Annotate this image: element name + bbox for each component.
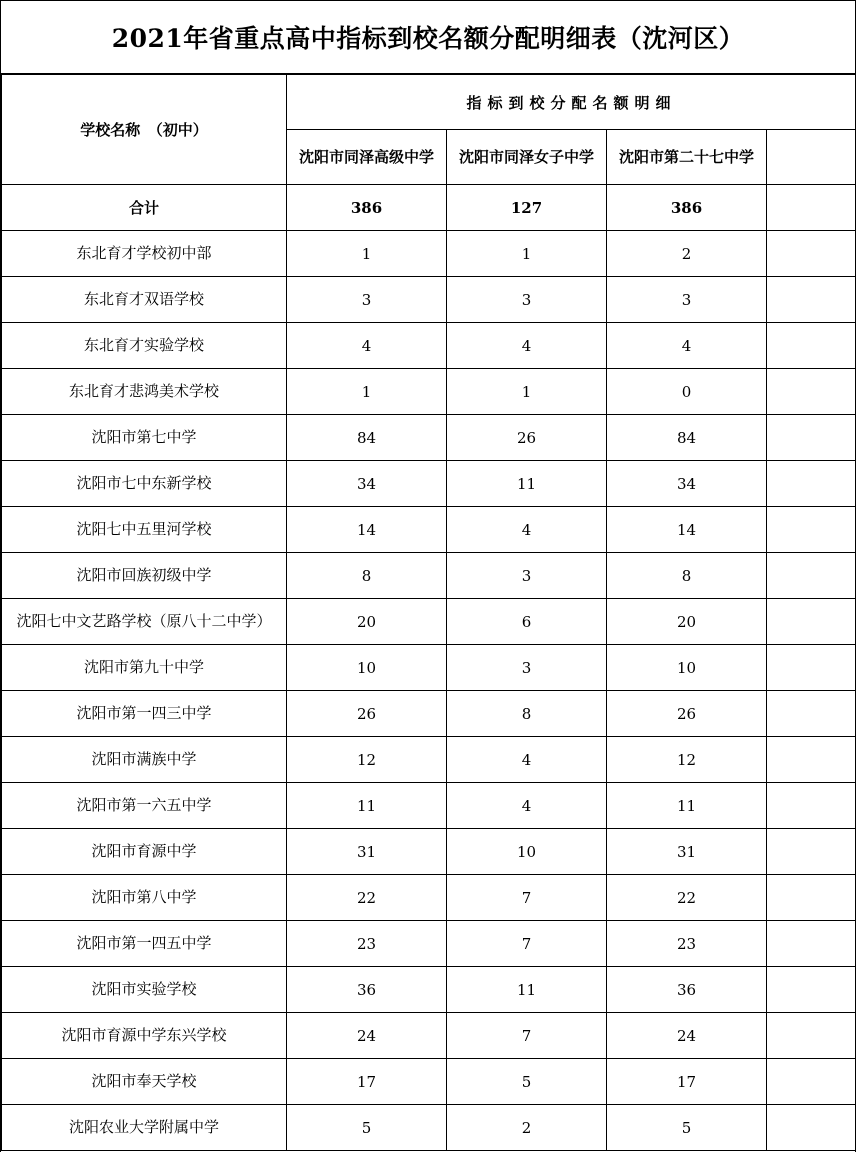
quota-cell: 34: [287, 461, 447, 507]
empty-cell: [767, 415, 856, 461]
quota-cell: 84: [287, 415, 447, 461]
quota-cell: 84: [607, 415, 767, 461]
quota-cell: 2: [447, 1105, 607, 1151]
quota-cell: 36: [607, 967, 767, 1013]
quota-cell: 7: [447, 1013, 607, 1059]
table-row: [2, 921, 856, 967]
quota-cell: 17: [607, 1059, 767, 1105]
school-name-header: 学校名称 （初中）: [2, 75, 287, 185]
school-name-cell: 沈阳市满族中学: [2, 737, 287, 783]
table-row: [2, 1013, 856, 1059]
school-name-cell: 沈阳市第一四三中学: [2, 691, 287, 737]
empty-cell: [767, 553, 856, 599]
quota-cell: 6: [447, 599, 607, 645]
quota-cell: 24: [287, 1013, 447, 1059]
quota-cell: 5: [447, 1059, 607, 1105]
quota-cell: 8: [287, 553, 447, 599]
empty-cell: [767, 369, 856, 415]
table-row: [2, 507, 856, 553]
quota-cell: 31: [607, 829, 767, 875]
empty-cell: [767, 921, 856, 967]
table-row: [2, 783, 856, 829]
quota-cell: 1: [447, 369, 607, 415]
table-row: [2, 829, 856, 875]
school-name-cell: 沈阳市奉天学校: [2, 1059, 287, 1105]
school-name-cell: 沈阳市实验学校: [2, 967, 287, 1013]
quota-cell: 1: [447, 231, 607, 277]
quota-cell: 3: [287, 277, 447, 323]
school-name-cell: 东北育才双语学校: [2, 277, 287, 323]
school-name-cell: 沈阳市第九十中学: [2, 645, 287, 691]
quota-cell: 11: [287, 783, 447, 829]
quota-cell: 3: [607, 277, 767, 323]
school-name-cell: 沈阳七中文艺路学校（原八十二中学）: [2, 599, 287, 645]
school-name-cell: 沈阳市第一四五中学: [2, 921, 287, 967]
quota-cell: 3: [447, 553, 607, 599]
quota-cell: 23: [287, 921, 447, 967]
column-header-no27: 沈阳市第二十七中学: [607, 130, 767, 185]
allocation-table: [1, 74, 856, 1151]
table-row: [2, 1059, 856, 1105]
quota-cell: 4: [447, 323, 607, 369]
quota-cell: 36: [287, 967, 447, 1013]
quota-cell: 31: [287, 829, 447, 875]
quota-cell: 4: [607, 323, 767, 369]
table-row: [2, 737, 856, 783]
empty-cell: [767, 783, 856, 829]
total-value: 386: [287, 185, 447, 231]
quota-cell: 5: [607, 1105, 767, 1151]
column-header-tongze-senior: 沈阳市同泽高级中学: [287, 130, 447, 185]
empty-cell: [767, 461, 856, 507]
table-row: [2, 1105, 856, 1151]
total-value: 386: [607, 185, 767, 231]
empty-cell: [767, 323, 856, 369]
total-label: 合计: [2, 185, 287, 231]
empty-cell: [767, 1059, 856, 1105]
quota-cell: 3: [447, 277, 607, 323]
empty-cell: [767, 829, 856, 875]
total-value: 127: [447, 185, 607, 231]
school-name-cell: 沈阳市第七中学: [2, 415, 287, 461]
table-row: [2, 967, 856, 1013]
quota-cell: 8: [607, 553, 767, 599]
quota-cell: 3: [447, 645, 607, 691]
quota-cell: 20: [287, 599, 447, 645]
empty-cell: [767, 277, 856, 323]
quota-cell: 11: [607, 783, 767, 829]
school-name-cell: 沈阳市第一六五中学: [2, 783, 287, 829]
column-header-empty: [767, 130, 856, 185]
quota-cell: 4: [447, 737, 607, 783]
quota-cell: 12: [287, 737, 447, 783]
total-row: [2, 185, 856, 231]
empty-cell: [767, 737, 856, 783]
empty-cell: [767, 507, 856, 553]
school-name-cell: 沈阳市七中东新学校: [2, 461, 287, 507]
quota-cell: 34: [607, 461, 767, 507]
allocation-group-header: 指标到校分配名额明细: [287, 75, 856, 130]
quota-cell: 0: [607, 369, 767, 415]
empty-cell: [767, 875, 856, 921]
quota-cell: 12: [607, 737, 767, 783]
table-row: [2, 645, 856, 691]
empty-cell: [767, 645, 856, 691]
quota-cell: 24: [607, 1013, 767, 1059]
quota-cell: 22: [607, 875, 767, 921]
school-name-cell: 沈阳市第八中学: [2, 875, 287, 921]
school-name-cell: 沈阳市育源中学东兴学校: [2, 1013, 287, 1059]
table-row: [2, 369, 856, 415]
school-name-cell: 东北育才悲鸿美术学校: [2, 369, 287, 415]
quota-cell: 1: [287, 231, 447, 277]
quota-cell: 10: [287, 645, 447, 691]
school-name-cell: 沈阳农业大学附属中学: [2, 1105, 287, 1151]
quota-cell: 1: [287, 369, 447, 415]
empty-cell: [767, 1013, 856, 1059]
page-title: 2021年省重点高中指标到校名额分配明细表（沈河区）: [111, 24, 745, 53]
title-row: [1, 0, 855, 74]
quota-cell: 4: [287, 323, 447, 369]
table-row: [2, 461, 856, 507]
quota-cell: 26: [287, 691, 447, 737]
quota-cell: 8: [447, 691, 607, 737]
table-row: [2, 691, 856, 737]
table-row: [2, 553, 856, 599]
empty-cell: [767, 691, 856, 737]
empty-cell: [767, 967, 856, 1013]
school-name-cell: 沈阳市育源中学: [2, 829, 287, 875]
empty-cell: [767, 1105, 856, 1151]
quota-cell: 14: [607, 507, 767, 553]
quota-cell: 4: [447, 507, 607, 553]
quota-cell: 11: [447, 461, 607, 507]
quota-cell: 5: [287, 1105, 447, 1151]
quota-cell: 23: [607, 921, 767, 967]
empty-cell: [767, 231, 856, 277]
quota-cell: 26: [447, 415, 607, 461]
quota-cell: 20: [607, 599, 767, 645]
table-row: [2, 875, 856, 921]
quota-cell: 10: [607, 645, 767, 691]
quota-cell: 11: [447, 967, 607, 1013]
quota-cell: 2: [607, 231, 767, 277]
quota-cell: 14: [287, 507, 447, 553]
quota-cell: 26: [607, 691, 767, 737]
quota-cell: 22: [287, 875, 447, 921]
table-row: [2, 231, 856, 277]
quota-cell: 10: [447, 829, 607, 875]
school-name-cell: 东北育才实验学校: [2, 323, 287, 369]
column-header-tongze-girls: 沈阳市同泽女子中学: [447, 130, 607, 185]
school-name-cell: 东北育才学校初中部: [2, 231, 287, 277]
quota-cell: 7: [447, 921, 607, 967]
table-row: [2, 323, 856, 369]
quota-cell: 17: [287, 1059, 447, 1105]
quota-cell: 4: [447, 783, 607, 829]
empty-cell: [767, 599, 856, 645]
table-row: [2, 277, 856, 323]
table-row: [2, 415, 856, 461]
total-value: [767, 185, 856, 231]
table-row: [2, 599, 856, 645]
school-name-cell: 沈阳七中五里河学校: [2, 507, 287, 553]
school-name-cell: 沈阳市回族初级中学: [2, 553, 287, 599]
quota-cell: 7: [447, 875, 607, 921]
